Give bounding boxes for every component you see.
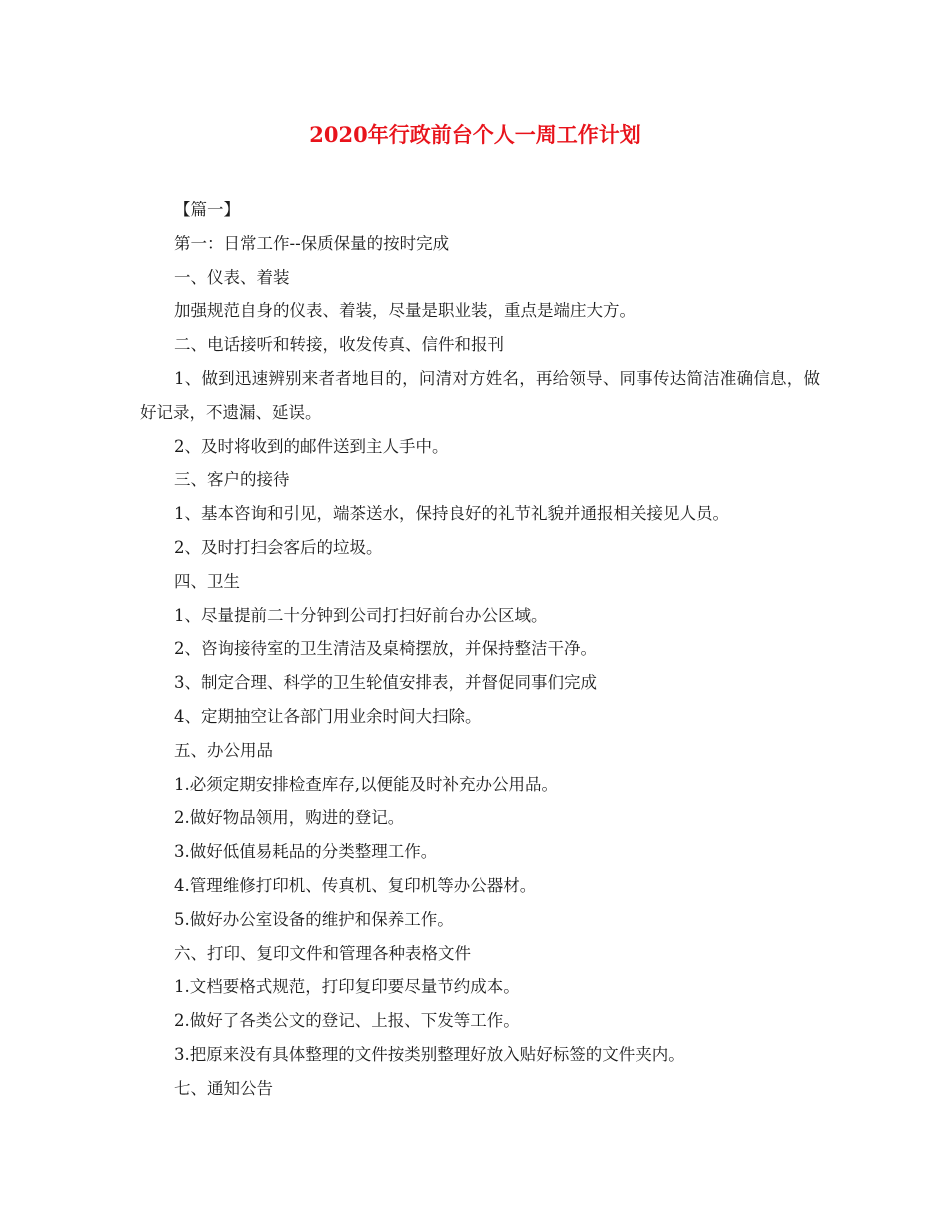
paragraph: 5.做好办公室设备的维护和保养工作。: [174, 909, 454, 929]
paragraph: 1、做到迅速辨别来者者地目的，问清对方姓名，再给领导、同事传达简洁准确信息，做好记录，不遗漏、延误。: [140, 368, 820, 422]
subsection-heading: 六、打印、复印文件和管理各种表格文件: [174, 943, 471, 963]
subsection-heading: 二、电话接听和转接，收发传真、信件和报刊: [174, 335, 504, 355]
document-body: [140, 193, 820, 1106]
paragraph: 4、定期抽空让各部门用业余时间大扫除。: [174, 706, 482, 726]
subsection-heading: 七、通知公告: [174, 1078, 273, 1098]
paragraph: 3.把原来没有具体整理的文件按类别整理好放入贴好标签的文件夹内。: [174, 1044, 685, 1064]
paragraph: 2、及时将收到的邮件送到主人手中。: [174, 436, 449, 456]
paragraph: 1.文档要格式规范，打印复印要尽量节约成本。: [174, 977, 520, 997]
paragraph: 2.做好物品领用，购进的登记。: [174, 808, 405, 828]
paragraph: 1.必须定期安排检查库存,以便能及时补充办公用品。: [174, 774, 558, 794]
paragraph: 加强规范自身的仪表、着装，尽量是职业装，重点是端庄大方。: [174, 301, 636, 321]
paragraph: 2.做好了各类公文的登记、上报、下发等工作。: [174, 1011, 520, 1031]
subsection-heading: 三、客户的接待: [174, 470, 290, 490]
paragraph: 2、咨询接待室的卫生清洁及桌椅摆放，并保持整洁干净。: [174, 639, 597, 659]
paragraph: 3、制定合理、科学的卫生轮值安排表，并督促同事们完成: [174, 673, 597, 693]
document-title: 2020年行政前台个人一周工作计划: [309, 122, 641, 147]
paragraph: 1、尽量提前二十分钟到公司打扫好前台办公区域。: [174, 605, 548, 625]
paragraph: 2、及时打扫会客后的垃圾。: [174, 537, 383, 557]
paragraph: 1、基本咨询和引见，端茶送水，保持良好的礼节礼貌并通报相关接见人员。: [174, 504, 729, 524]
section-heading: 【篇一】: [174, 200, 240, 219]
subsection-heading: 四、卫生: [174, 571, 240, 591]
paragraph: 第一：日常工作--保质保量的按时完成: [174, 233, 450, 253]
subsection-heading: 一、仪表、着装: [174, 267, 290, 287]
paragraph: 3.做好低值易耗品的分类整理工作。: [174, 842, 438, 862]
paragraph: 4.管理维修打印机、传真机、复印机等办公器材。: [174, 875, 537, 895]
subsection-heading: 五、办公用品: [174, 740, 273, 760]
